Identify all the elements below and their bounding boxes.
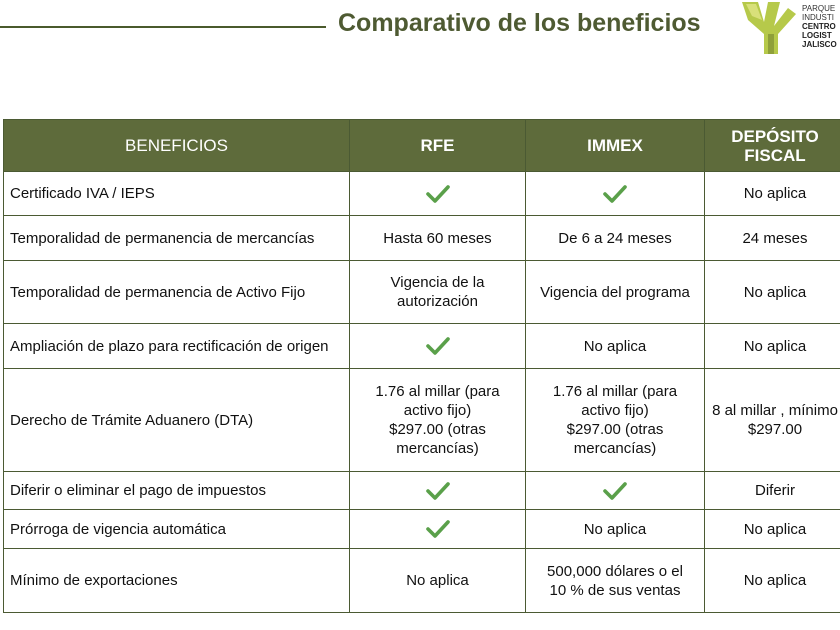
deposito-cell [705,472,840,510]
immex-cell [526,324,705,369]
table-row [4,172,840,216]
cell-text: No aplica [743,520,807,538]
cell-text-line: autorización [397,293,478,310]
benefit-cell: Temporalidad de permanencia de mercancías [4,216,350,261]
immex-cell [526,369,705,472]
cell-text-line: 8 al millar , mínimo [712,402,838,419]
table-row [4,472,840,510]
deposito-cell [705,510,840,549]
benefit-cell: Temporalidad de permanencia de Activo Fijo [4,261,350,324]
logo-line: INDUSTI [802,13,834,22]
page-title: Comparativo de los beneficios [338,9,701,37]
deposito-cell [705,549,840,613]
rfe-cell [350,172,526,216]
check-icon [425,481,451,501]
benefit-cell: Certificado IVA / IEPS [4,172,350,216]
cell-text-line: Vigencia de la [390,274,485,291]
immex-cell [526,216,705,261]
cell-text: 24 meses [742,229,808,247]
benefit-cell: Diferir o eliminar el pago de impuestos [4,472,350,510]
cell-text: No aplica [743,185,807,202]
logo-line: LOGIST [802,31,832,40]
deposito-cell [705,172,840,216]
column-header-rfe: RFE [350,120,526,172]
logo-line: PARQUE [802,4,836,13]
table-row [4,261,840,324]
rfe-cell [350,510,526,549]
table-row [4,510,840,549]
cell-text-line: 500,000 dólares o el [547,562,683,580]
header-rule [0,26,326,28]
cell-text: No aplica [583,520,647,538]
logo-line: JALISCO [802,40,837,49]
logo-icon [738,0,800,56]
immex-cell [526,549,705,613]
rfe-cell [350,549,526,613]
cell-text-line: 1.76 al millar (para [552,383,678,400]
cell-text-line: $297.00 (otras [389,421,486,438]
table-body [4,172,840,613]
rfe-cell [350,324,526,369]
cell-text: No aplica [743,283,807,301]
benefit-cell: Prórroga de vigencia automática [4,510,350,549]
immex-cell [526,472,705,510]
cell-text: Vigencia del programa [540,283,690,301]
deposito-cell [705,369,840,472]
column-header-beneficios: BENEFICIOS [4,120,350,172]
check-icon [425,184,451,204]
table-row [4,216,840,261]
cell-text-line: mercancías) [573,440,657,457]
cell-text: Hasta 60 meses [383,229,492,247]
comparison-table [3,119,840,613]
benefit-cell: Derecho de Trámite Aduanero (DTA) [4,369,350,472]
cell-text: De 6 a 24 meses [558,229,672,247]
cell-text-line: 10 % de sus ventas [549,581,681,599]
deposito-cell [705,261,840,324]
cell-text: No aplica [583,337,647,355]
check-icon [602,184,628,204]
cell-text-line: activo fijo) [403,402,472,419]
immex-cell [526,172,705,216]
deposito-cell [705,324,840,369]
cell-text: Diferir [755,482,795,499]
benefit-cell: Mínimo de exportaciones [4,549,350,613]
rfe-cell [350,472,526,510]
rfe-cell [350,216,526,261]
immex-cell [526,261,705,324]
table-row [4,369,840,472]
cell-text: No aplica [743,337,807,355]
cell-text: No aplica [743,572,807,589]
logo-wordmark [802,4,840,49]
column-header-immex: IMMEX [526,120,705,172]
cell-text-line: activo fijo) [581,402,649,419]
table-row [4,549,840,613]
cell-text: No aplica [406,572,469,589]
logo-line: CENTRO [802,22,836,31]
table-row [4,324,840,369]
deposito-cell [705,216,840,261]
rfe-cell [350,261,526,324]
check-icon [425,336,451,356]
benefit-cell: Ampliación de plazo para rectificación de origen [4,324,350,369]
immex-cell [526,510,705,549]
table-header-row [4,120,840,172]
check-icon [602,481,628,501]
cell-text-line: $297.00 [747,421,803,438]
rfe-cell [350,369,526,472]
cell-text-line: $297.00 (otras [566,421,664,438]
cell-text-line: 1.76 al millar (para [375,383,500,400]
column-header-deposito-fiscal: DEPÓSITO FISCAL [705,120,840,172]
cell-text-line: mercancías) [396,440,479,457]
check-icon [425,519,451,539]
